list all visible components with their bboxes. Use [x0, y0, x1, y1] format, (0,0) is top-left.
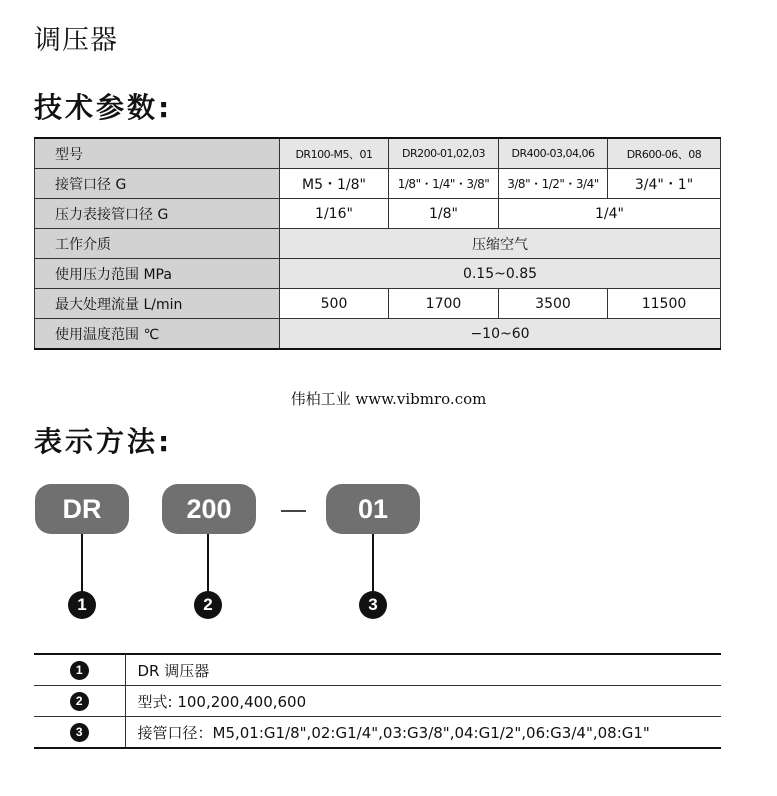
row-label: 最大处理流量 L/min	[35, 289, 280, 319]
table-cell: 3/4"・1"	[608, 169, 721, 199]
row-label: 工作介质	[35, 229, 280, 259]
table-cell: 3/8"・1/2"・3/4"	[499, 169, 608, 199]
connector-line-1	[81, 534, 83, 592]
legend-row	[34, 654, 721, 686]
spec-row-medium	[35, 229, 721, 259]
legend-text: 接管口径：M5,01:G1/8",02:G1/4",03:G3/8",04:G1/2",06:G3/4",08:G1"	[125, 717, 721, 749]
marker-1-icon: 1	[68, 591, 96, 619]
marker-3-icon: 3	[70, 723, 89, 742]
table-cell: 11500	[608, 289, 721, 319]
connector-line-3	[372, 534, 374, 592]
model-dr200: DR200-01,02,03	[389, 138, 499, 169]
code-part-type: 200	[162, 484, 256, 534]
table-cell: 1/8"・1/4"・3/8"	[389, 169, 499, 199]
table-cell: M5・1/8"	[280, 169, 389, 199]
table-cell: 3500	[499, 289, 608, 319]
model-dr600: DR600-06、08	[608, 138, 721, 169]
code-separator	[281, 510, 306, 512]
spec-heading: 技术参数:	[34, 91, 173, 124]
table-cell: 0.15~0.85	[280, 259, 721, 289]
spec-row-port-size	[35, 169, 721, 199]
legend-text: 型式: 100,200,400,600	[125, 686, 721, 717]
marker-2-icon: 2	[70, 692, 89, 711]
marker-1-icon: 1	[70, 661, 89, 680]
connector-line-2	[207, 534, 209, 592]
marker-3-icon: 3	[359, 591, 387, 619]
row-label: 压力表接管口径 G	[35, 199, 280, 229]
spec-header-label: 型号	[35, 138, 280, 169]
marker-2-icon: 2	[194, 591, 222, 619]
table-cell: 1700	[389, 289, 499, 319]
code-part-port: 01	[326, 484, 420, 534]
code-part-series: DR	[35, 484, 129, 534]
table-cell: 1/16"	[280, 199, 389, 229]
model-dr400: DR400-03,04,06	[499, 138, 608, 169]
table-cell: 压缩空气	[280, 229, 721, 259]
spec-row-temperature	[35, 319, 721, 350]
legend-row	[34, 717, 721, 749]
row-label: 使用温度范围 ℃	[35, 319, 280, 350]
row-label: 使用压力范围 MPa	[35, 259, 280, 289]
row-label: 接管口径 G	[35, 169, 280, 199]
table-cell: −10~60	[280, 319, 721, 350]
legend-text: DR 调压器	[125, 654, 721, 686]
legend-table	[34, 653, 721, 749]
spec-row-gauge-port	[35, 199, 721, 229]
table-cell: 1/4"	[499, 199, 721, 229]
notation-heading: 表示方法:	[34, 425, 173, 458]
spec-row-flow	[35, 289, 721, 319]
model-dr100: DR100-M5、01	[280, 138, 389, 169]
spec-table	[34, 137, 721, 350]
table-cell: 1/8"	[389, 199, 499, 229]
watermark: 伟柏工业 www.vibmro.com	[290, 390, 487, 408]
spec-header-row	[35, 138, 721, 169]
legend-row	[34, 686, 721, 717]
spec-row-pressure	[35, 259, 721, 289]
page-title: 调压器	[34, 25, 118, 56]
table-cell: 500	[280, 289, 389, 319]
